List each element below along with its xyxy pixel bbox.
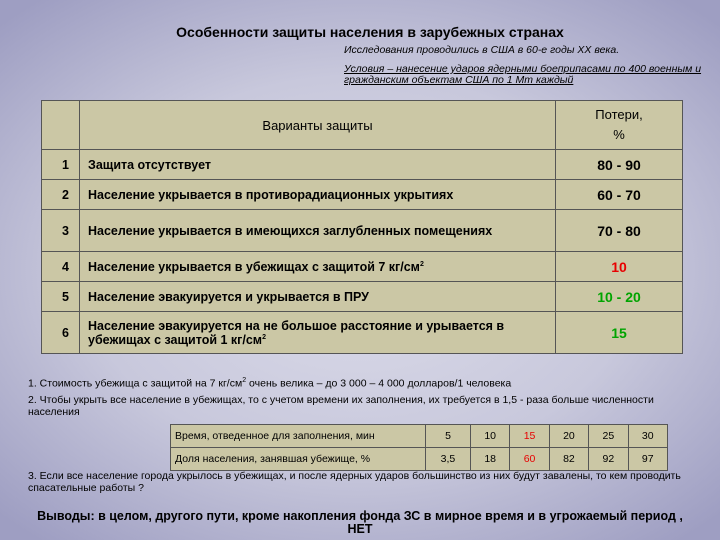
row-text: Защита отсутствует	[80, 150, 556, 180]
row-text	[80, 312, 556, 354]
research-note: Исследования проводились в США в 60-е годы XX века.	[344, 44, 620, 56]
row-number: 2	[42, 180, 80, 210]
fill-time-value: 10	[470, 425, 509, 448]
row-number: 3	[42, 210, 80, 252]
table-row	[42, 210, 683, 252]
header-number-cell	[42, 101, 80, 150]
footnote-1-text: 1. Стоимость убежища с защитой на 7 кг/см	[28, 377, 243, 390]
header-variants: Варианты защиты	[80, 101, 556, 150]
population-share-value: 3,5	[426, 448, 471, 471]
population-share-value: 92	[589, 448, 628, 471]
fill-time-row	[171, 425, 668, 448]
row-text-sup: 2	[419, 260, 424, 268]
footnote-1-rest: очень велика – до 3 000 – 4 000 долларов/1 человека	[246, 377, 512, 390]
header-losses	[556, 101, 683, 150]
table-header-row	[42, 101, 683, 150]
table-row	[42, 312, 683, 354]
header-losses-unit: %	[613, 127, 625, 142]
fill-time-value: 15	[510, 425, 549, 448]
row-losses-value: 15	[556, 312, 683, 354]
fill-time-value: 20	[549, 425, 588, 448]
row-losses-value: 10	[556, 252, 683, 282]
population-share-row	[171, 448, 668, 471]
population-share-value: 97	[628, 448, 667, 471]
row-number: 4	[42, 252, 80, 282]
footnote-1-sup: 2	[242, 377, 247, 384]
population-share-value: 18	[470, 448, 509, 471]
row-text-sup: 2	[262, 333, 266, 341]
row-number: 6	[42, 312, 80, 354]
population-share-value: 60	[510, 448, 549, 471]
row-text: Население эвакуируется и укрывается в ПРУ	[80, 282, 556, 312]
row-text-main: Население эвакуируется на не большое расстояние и урывается в убежищах с защитой 1 кг/см	[88, 318, 505, 347]
row-losses-value: 60 - 70	[556, 180, 683, 210]
fill-time-value: 30	[628, 425, 667, 448]
population-share-label: Доля населения, занявшая убежище, %	[171, 448, 426, 471]
population-share-value: 82	[549, 448, 588, 471]
footnote-3: 3. Если все население города укрылось в убежищах, и после ядерных ударов большинство из них будут завалены, то кем проводить спасательные работы ?	[28, 470, 681, 494]
header-losses-label: Потери,	[595, 107, 643, 122]
protection-variants-table	[41, 100, 683, 354]
table-row	[42, 282, 683, 312]
table-row	[42, 180, 683, 210]
row-text-main: Население укрывается в убежищах с защитой 7 кг/см	[88, 259, 420, 274]
row-text: Население укрывается в имеющихся заглубленных помещениях	[80, 210, 556, 252]
conclusion: Выводы: в целом, другого пути, кроме накопления фонда ЗС в мирное время и в угрожаемый период , НЕТ	[37, 509, 683, 536]
row-losses-value: 10 - 20	[556, 282, 683, 312]
table-row	[42, 252, 683, 282]
row-text	[80, 252, 556, 282]
row-losses-value: 70 - 80	[556, 210, 683, 252]
table-row	[42, 150, 683, 180]
footnote-1	[28, 375, 698, 390]
fill-time-value: 25	[589, 425, 628, 448]
footnote-2: 2. Чтобы укрыть все население в убежищах, то с учетом времени их заполнения, их требуется в 1,5 - раза больше численности населения	[28, 394, 654, 418]
conditions-note: Условия – нанесение ударов ядерными боеприпасами по 400 военным и гражданским объектам США по 1 Мт каждый	[344, 63, 702, 86]
row-losses-value: 80 - 90	[556, 150, 683, 180]
page-title: Особенности защиты населения в зарубежных странах	[176, 24, 564, 40]
shelter-fill-table	[170, 424, 668, 471]
row-text: Население укрывается в противорадиационных укрытиях	[80, 180, 556, 210]
row-number: 5	[42, 282, 80, 312]
fill-time-value: 5	[426, 425, 471, 448]
row-number: 1	[42, 150, 80, 180]
fill-time-label: Время, отведенное для заполнения, мин	[171, 425, 426, 448]
